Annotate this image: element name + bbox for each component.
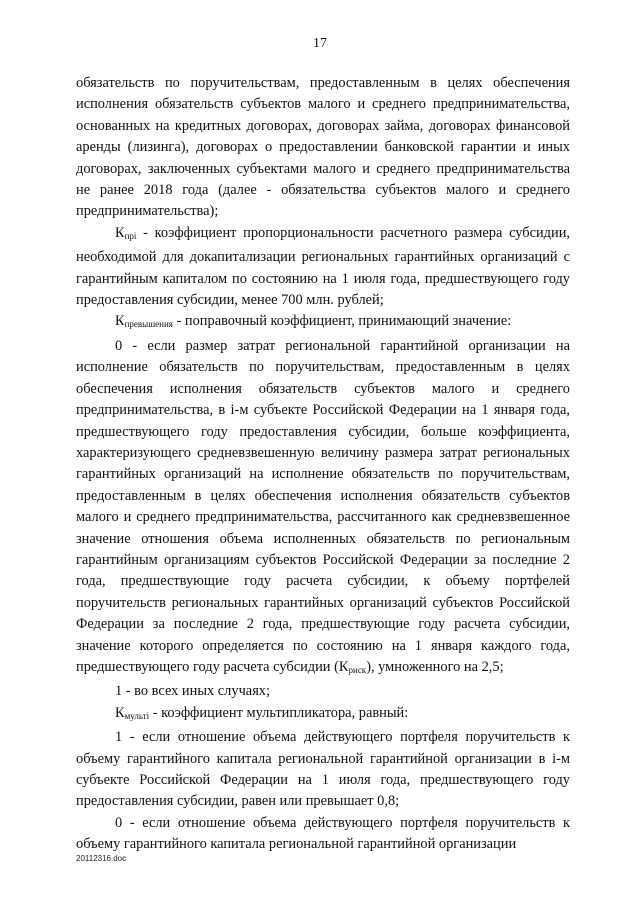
paragraph-mult-one: 1 - если отношение объема действующего портфеля поручительств к объему гарантийного капитала региональной гарантийной организации в i-м субъекте Российской Федерации на 1 июля года, предшествующего году предоставления субсидии, равен или превышает 0,8; (76, 729, 570, 810)
k-mult-symbol: К (115, 704, 125, 721)
k-mult-subscript: мультi (124, 710, 150, 721)
k-pri-subscript: прi (124, 230, 137, 241)
paragraph-k-mult (76, 703, 570, 727)
page-number: 17 (313, 36, 327, 51)
k-prev-symbol: К (115, 313, 125, 330)
k-pri-symbol: К (115, 224, 125, 241)
document-body (76, 73, 570, 856)
footer-filename: 20112316.doc (76, 854, 127, 863)
paragraph-zero-case (76, 336, 570, 682)
k-mult-definition: - коэффициент мультипликатора, равный: (149, 704, 409, 721)
paragraph-k-pri (76, 223, 570, 312)
paragraph-k-prev (76, 311, 570, 335)
k-prev-definition: - поправочный коэффициент, принимающий значение: (172, 313, 512, 330)
k-pri-definition: - коэффициент пропорциональности расчетного размера субсидии, необходимой для докапитализации региональных гарантийных организаций с гарантийным капиталом по состоянию на 1 июля года, предшествующего году предоставления субсидии, менее 700 млн. рублей; (76, 224, 570, 309)
zero-case-tail: ), умноженного на 2,5; (366, 658, 504, 675)
paragraph-mult-zero: 0 - если отношение объема действующего портфеля поручительств к объему гарантийного капитала региональной гарантийной организации (76, 814, 570, 853)
paragraph-continuation: обязательств по поручительствам, предоставленным в целях обеспечения исполнения обязательств субъектов малого и среднего предпринимательства, основанных на кредитных договорах, договорах займа, договорах финансовой аренды (лизинга), договорах о предоставлении банковской гарантии и иных договорах, заключенных субъектами малого и среднего предпринимательства не ранее 2018 года (далее - обязательства субъектов малого и среднего предпринимательства); (76, 75, 570, 220)
paragraph-one-case: 1 - во всех иных случаях; (115, 683, 271, 700)
k-prev-subscript: превышения (124, 319, 173, 330)
zero-case-text: 0 - если размер затрат региональной гарантийной организации на исполнение обязательств по поручительствам, предоставленным в целях обеспечения исполнения обязательств субъектов малого и среднего предпринимательства, в i-м субъекте Российской Федерации на 1 января года, предшествующего году предоставления субсидии, больше коэффициента, характеризующего средневзвешенную величину размера затрат региональных гарантийных организаций на исполнение обязательств по поручительствам, предоставленным в целях обеспечения исполнения обязательств субъектов малого и среднего предпринимательства, рассчитанного как средневзвешенное значение отношения объема исполненных обязательств по региональным гарантийным организациям субъектов Российской Федерации за последние 2 года, предшествующие году расчета субсидии, к объему портфелей поручительств региональных гарантийных организаций субъектов Российской Федерации за последние 2 года, предшествующие году расчета субсидии, значение которого определяется по состоянию на 1 января каждого года, предшествующего году расчета субсидии (К (76, 337, 570, 675)
k-risk-subscript: риск (348, 664, 367, 675)
